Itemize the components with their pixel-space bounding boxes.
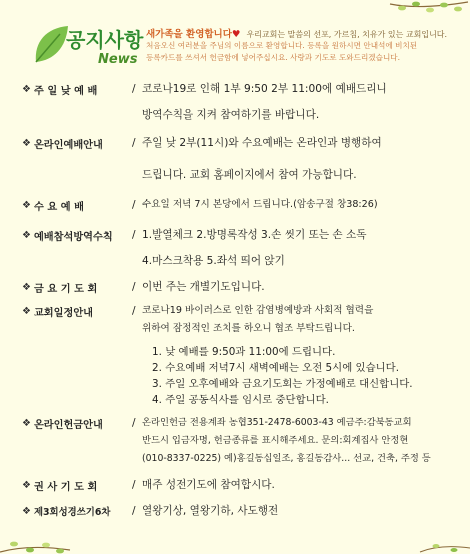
announcement-row [22, 196, 462, 214]
bullet-icon: ❖ [22, 479, 31, 491]
announcement-row [22, 134, 462, 184]
bullet-icon: ❖ [22, 137, 31, 149]
schedule-item: 2. 수요예배 저녁7시 새벽예배는 오전 5시에 있습니다. [152, 362, 400, 374]
announcement-row [22, 226, 462, 270]
announcement-content [142, 278, 462, 296]
bullet-icon: ❖ [22, 199, 31, 211]
notice-header [0, 0, 470, 78]
announcement-content [142, 502, 462, 520]
bullet-icon: ❖ [22, 281, 31, 293]
content-line: 주일 낮 2부(11시)와 수요예배는 온라인과 병행하여 [142, 137, 382, 149]
content-line: 이번 주는 개별기도입니다. [142, 281, 265, 293]
announcement-content [142, 196, 462, 214]
content-line: 매주 성전기도에 참여합시다. [142, 479, 275, 491]
announcement-label: ❖ 제3회성경쓰기6차 [22, 505, 111, 518]
tree-branch-decoration [410, 524, 470, 554]
content-line: (010-8337-0225) 예)홍길동십일조, 홍길동감사... 선교, 건축, 주정 등 [142, 453, 431, 464]
announcement-content [142, 302, 462, 408]
heart-icon: ♥ [231, 29, 241, 40]
tree-branch-decoration [0, 514, 90, 554]
welcome-line: 처음오신 여러분을 주님의 이름으로 환영합니다. 등록을 원하시면 안내석에 비치된 [146, 41, 418, 50]
welcome-line: 등록카드를 쓰셔서 헌금함에 넣어주십시요. 사랑과 기도로 도와드리겠습니다. [146, 53, 401, 62]
welcome-subtitle: 우리교회는 말씀의 선포, 가르침, 치유가 있는 교회입니다. [246, 30, 448, 39]
announcement-content [142, 80, 462, 124]
announcement-row [22, 278, 462, 296]
content-line: 4.마스크착용 5.좌석 띄어 앉기 [142, 255, 285, 267]
announcement-label: ❖ 금 요 기 도 회 [22, 281, 98, 295]
announcement-content [142, 226, 462, 270]
announcement-row [22, 476, 462, 494]
content-line: 1.발열체크 2.방명록작성 3.손 씻기 또는 손 소독 [142, 229, 367, 241]
announcement-content [142, 414, 462, 468]
announcement-label: ❖ 주 일 낮 예 배 [22, 83, 98, 97]
separator: / [132, 281, 136, 293]
news-label: News [98, 52, 138, 67]
content-line: 열왕기상, 열왕기하, 사도행전 [142, 505, 279, 517]
separator: / [132, 199, 136, 211]
bullet-icon: ❖ [22, 305, 31, 317]
announcement-row [22, 414, 462, 468]
announcement-label: ❖ 교회일정안내 [22, 305, 94, 319]
content-line: 코로나19로 인해 1부 9:50 2부 11:00에 예배드리니 [142, 83, 387, 95]
separator: / [132, 417, 136, 429]
content-line: 드립니다. 교회 홈페이지에서 참여 가능합니다. [142, 169, 357, 181]
separator: / [132, 229, 136, 241]
welcome-title: 새가족을 환영합니다 [146, 29, 232, 40]
content-line: 코로나19 바이러스로 인한 감염병예방과 사회적 협력을 [142, 305, 374, 316]
separator: / [132, 83, 136, 95]
separator: / [132, 505, 136, 517]
bullet-icon: ❖ [22, 229, 31, 241]
announcement-list [22, 80, 462, 520]
separator: / [132, 479, 136, 491]
separator: / [132, 137, 136, 149]
announcement-label: ❖ 예배참석방역수칙 [22, 229, 113, 243]
announcement-content [142, 476, 462, 494]
announcement-row [22, 80, 462, 124]
announcement-label: ❖ 온라인헌금안내 [22, 417, 103, 431]
schedule-item: 4. 주일 공동식사를 임시로 중단합니다. [152, 394, 329, 406]
bullet-icon: ❖ [22, 505, 31, 517]
announcement-row [22, 302, 462, 408]
schedule-item: 1. 낮 예배를 9:50과 11:00에 드립니다. [152, 346, 336, 358]
announcement-label: ❖ 온라인예배안내 [22, 137, 103, 151]
bullet-icon: ❖ [22, 83, 31, 95]
welcome-heading [146, 26, 447, 40]
content-line: 수요일 저녁 7시 본당에서 드립니다.(암송구절 창38:26) [142, 199, 378, 210]
content-line: 온라인헌금 전용계좌 농협351-2478-6003-43 예금주:감북동교회 [142, 417, 412, 428]
schedule-item: 3. 주일 오후예배와 금요기도회는 가정예배로 대신합니다. [152, 378, 413, 390]
content-line: 방역수칙을 지켜 참여하기를 바랍니다. [142, 109, 320, 121]
welcome-text [146, 40, 466, 64]
bullet-icon: ❖ [22, 417, 31, 429]
content-line: 반드시 입금자명, 헌금종류를 표시해주세요. 문의:회계집사 안정현 [142, 435, 409, 446]
separator: / [132, 305, 136, 317]
notice-title: 공지사항 [66, 28, 144, 52]
announcement-label: ❖ 수 요 예 배 [22, 199, 84, 213]
announcement-content [142, 134, 462, 184]
announcement-label: ❖ 권 사 기 도 회 [22, 479, 98, 493]
content-line: 위하여 잠정적인 조치를 하오니 협조 부탁드립니다. [142, 323, 355, 334]
